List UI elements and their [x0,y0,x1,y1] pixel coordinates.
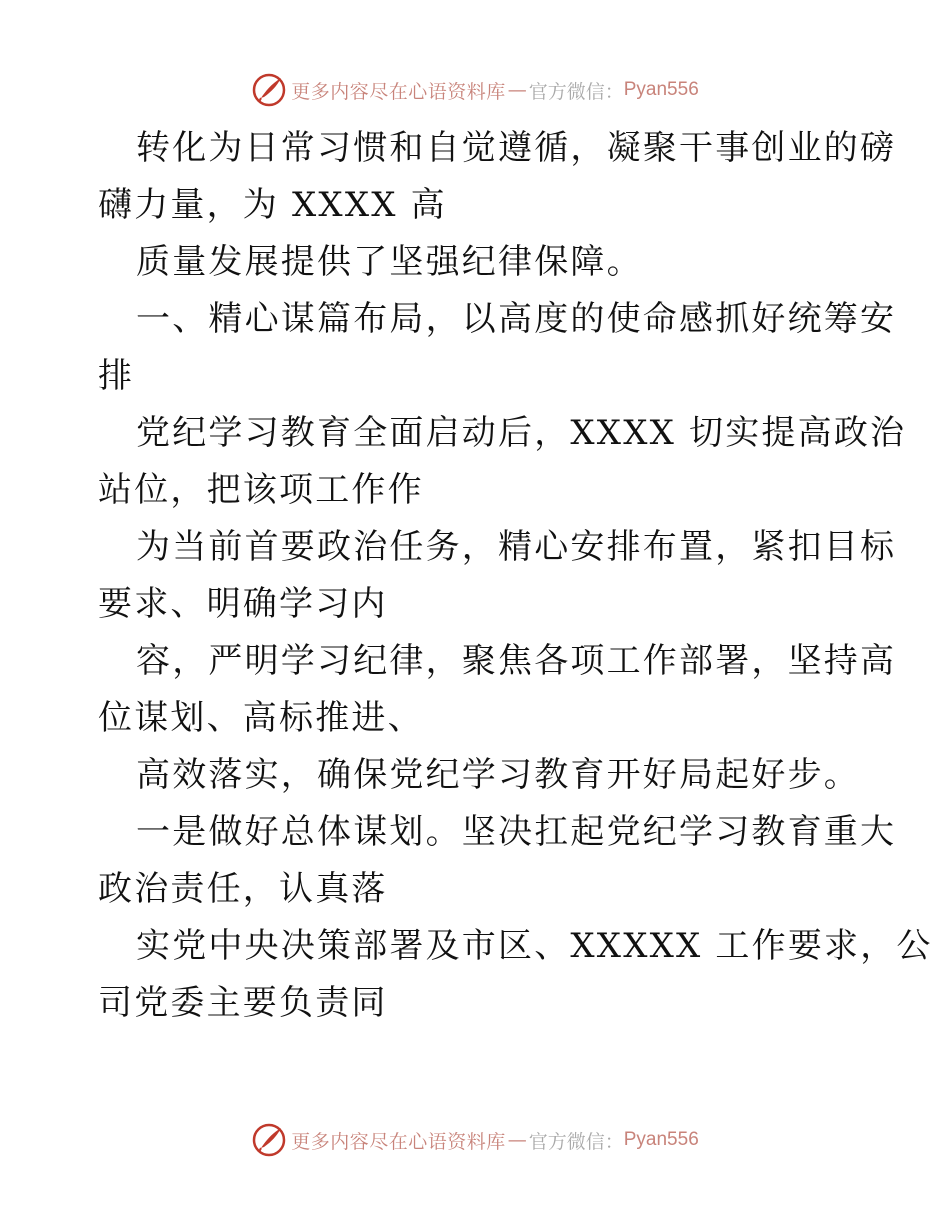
text-line: 容，严明学习纪律，聚焦各项工作部署，坚持高 [136,641,897,681]
text-line: 转化为日常习惯和自觉遵循，凝聚干事创业的磅 [136,128,897,168]
quill-logo-icon [251,72,287,108]
text-line: 政治责任，认真落 [98,869,388,909]
watermark-wechat-id: Pyan556 [623,1129,699,1150]
watermark-wechat-id: Pyan556 [623,79,699,100]
section-heading-line: 排 [98,356,135,396]
watermark-wechat-label: 官方微信： [528,80,624,103]
section-heading-line: 一、精心谋篇布局，以高度的使命感抓好统筹安 [136,299,897,339]
watermark-brand: 更多内容尽在心语资料库 [291,1130,506,1153]
text-line: 要求、明确学习内 [98,584,388,624]
quill-logo-icon [251,1122,287,1158]
text-line: 礴力量，为 XXXX 高 [98,185,447,225]
footer-watermark [0,1120,950,1160]
header-watermark [0,70,950,110]
text-line: 实党中央决策部署及市区、XXXXX 工作要求，公 [136,926,933,966]
document-body [98,120,933,1032]
text-line: 一是做好总体谋划。坚决扛起党纪学习教育重大 [136,812,897,852]
text-line: 质量发展提供了坚强纪律保障。 [136,242,643,282]
text-line: 位谋划、高标推进、 [98,698,424,738]
watermark-separator: — [507,1129,527,1151]
watermark-separator: — [507,79,527,101]
text-line: 党纪学习教育全面启动后，XXXX 切实提高政治 [136,413,907,453]
text-line: 高效落实，确保党纪学习教育开好局起好步。 [136,755,860,795]
watermark-brand: 更多内容尽在心语资料库 [291,80,506,103]
watermark-wechat-label: 官方微信： [528,1130,624,1153]
text-line: 司党委主要负责同 [98,983,388,1023]
text-line: 站位，把该项工作作 [98,470,424,510]
text-line: 为当前首要政治任务，精心安排布置，紧扣目标 [136,527,897,567]
